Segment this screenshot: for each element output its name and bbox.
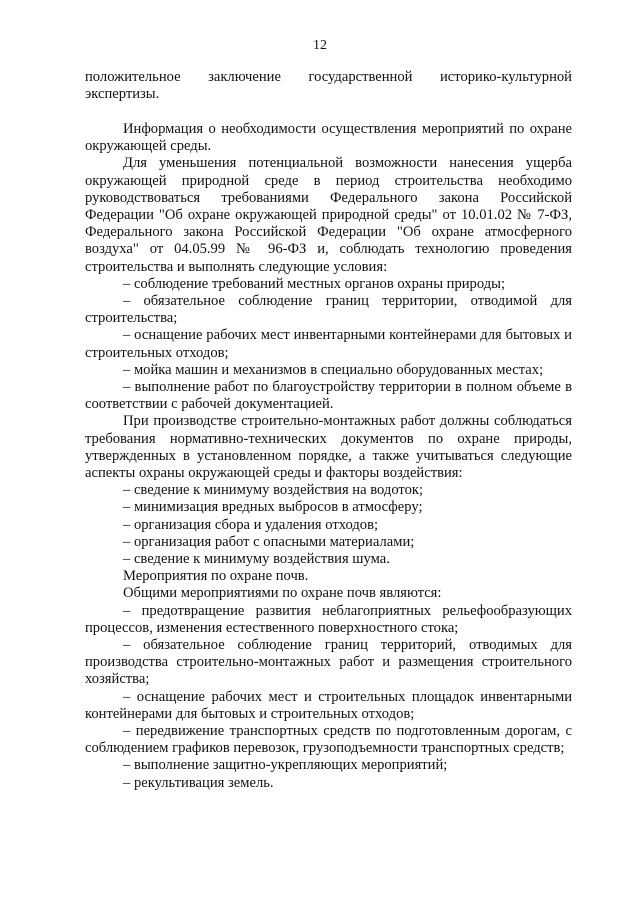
paragraph: При производстве строительно-монтажных работ должны соблюдаться требования нормативно-технических документов по охране природы, утвержденных в установленном порядке, а также учитываться следующие аспекты охраны окружающей среды и факторы воздействия: — [85, 413, 572, 481]
document-body — [85, 69, 572, 792]
paragraph: Мероприятия по охране почв. — [123, 568, 309, 585]
paragraph: – организация работ с опасными материалами; — [123, 533, 415, 550]
paragraph: – рекультивация земель. — [123, 774, 274, 791]
paragraph: положительное заключение государственной историко-культурной экспертизы. — [85, 69, 572, 103]
paragraph: – оснащение рабочих мест инвентарными контейнерами для бытовых и строительных отходов; — [85, 327, 572, 361]
paragraph: – предотвращение развития неблагоприятных рельефообразующих процессов, изменения естественного поверхностного стока; — [85, 602, 572, 636]
paragraph: – выполнение работ по благоустройству территории в полном объеме в соответствии с рабочей документацией. — [85, 378, 572, 413]
paragraph-spacer — [85, 103, 572, 121]
paragraph: – обязательное соблюдение границ территории, отводимой для строительства; — [85, 292, 572, 327]
paragraph: – мойка машин и механизмов в специально оборудованных местах; — [123, 361, 544, 378]
page-number: 12 — [313, 38, 327, 53]
paragraph: – минимизация вредных выбросов в атмосферу; — [123, 499, 423, 516]
paragraph: Для уменьшения потенциальной возможности нанесения ущерба окружающей природной среде в период строительства необходимо руководствоваться требованиями Федерального закона Российской Федерации "Об охране окружающей природной среды" от 10.01.02 № 7-ФЗ, Федерального закона Российской Федерации "Об охране атмосферного воздуха" от 04.05.99 № 96-ФЗ и, соблюдать технологию проведения строительства и выполнять следующие условия: — [85, 155, 572, 275]
paragraph: – сведение к минимуму воздействия на водоток; — [123, 482, 424, 499]
paragraph: Информация о необходимости осуществления мероприятий по охране окружающей среды. — [85, 120, 572, 155]
paragraph: – соблюдение требований местных органов охраны природы; — [123, 275, 506, 292]
paragraph: Общими мероприятиями по охране почв являются: — [123, 585, 442, 602]
paragraph: – обязательное соблюдение границ территорий, отводимых для производства строительно-монтажных работ и размещения строительного хозяйства; — [85, 637, 572, 688]
paragraph: – передвижение транспортных средств по подготовленным дорогам, с соблюдением графиков перевозок, грузоподъемности транспортных средств; — [85, 723, 572, 757]
paragraph: – организация сбора и удаления отходов; — [123, 516, 379, 533]
paragraph: – выполнение защитно-укрепляющих мероприятий; — [123, 757, 448, 774]
paragraph: – оснащение рабочих мест и строительных площадок инвентарными контейнерами для бытовых и строительных отходов; — [85, 688, 572, 722]
paragraph: – сведение к минимуму воздействия шума. — [123, 550, 390, 567]
